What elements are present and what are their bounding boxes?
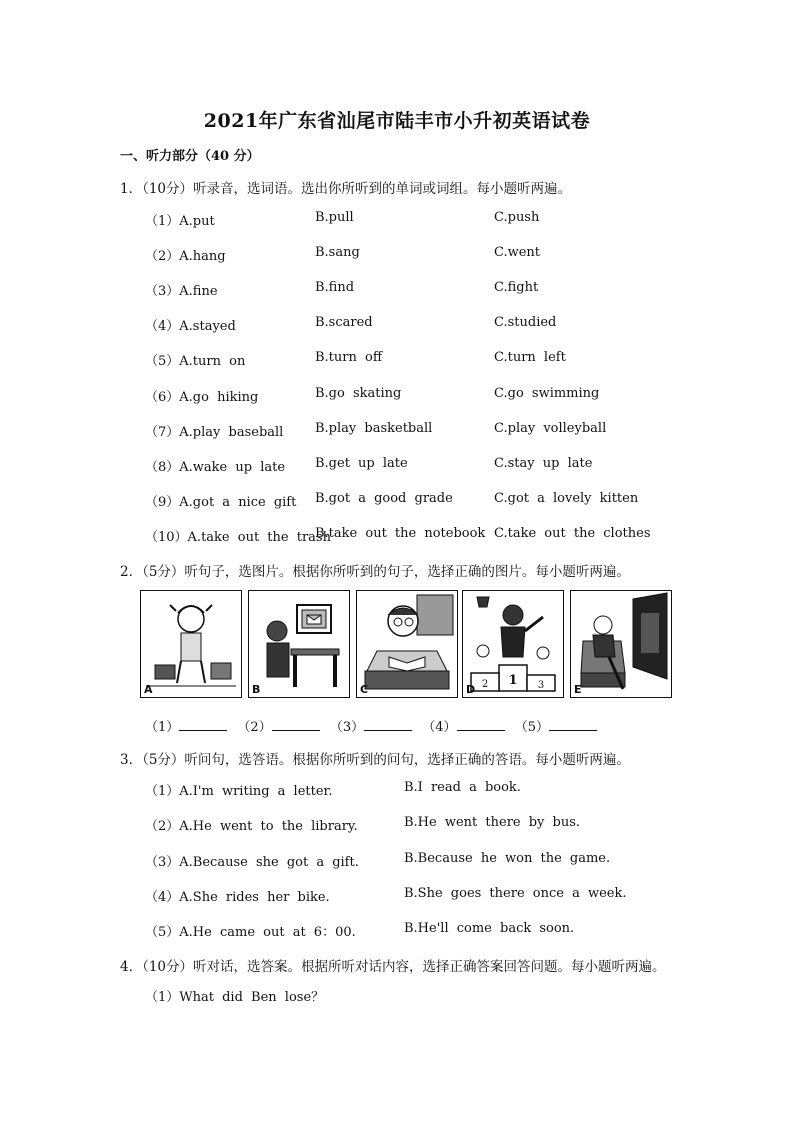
blank-item: （1） bbox=[145, 716, 229, 735]
answer-blank[interactable] bbox=[179, 720, 227, 731]
picture-c[interactable] bbox=[356, 590, 458, 698]
picture-label: A bbox=[144, 683, 153, 696]
q4-first-question: （1）What did Ben lose？ bbox=[145, 990, 325, 1005]
answer-blank[interactable] bbox=[457, 720, 505, 731]
boy-reading-icon bbox=[357, 591, 457, 697]
option-a[interactable]: （9）A.got a nice gift bbox=[145, 495, 297, 510]
q4-stem: 4．（10分）听对话，选答案。根据所听对话内容，选择正确答案回答问题。每小题听两遍。 bbox=[120, 959, 666, 975]
answer-blank[interactable] bbox=[549, 720, 597, 731]
option-b[interactable]: B.got a good grade bbox=[315, 491, 453, 506]
option-a[interactable]: （8）A.wake up late bbox=[145, 460, 286, 475]
picture-label: C bbox=[360, 683, 369, 696]
option-a[interactable]: （2）A.He went to the library. bbox=[145, 819, 358, 834]
answer-blank[interactable] bbox=[364, 720, 412, 731]
picture-d[interactable] bbox=[462, 590, 564, 698]
person-watching-tv-icon bbox=[571, 591, 671, 697]
picture-e[interactable] bbox=[570, 590, 672, 698]
option-c[interactable]: C.got a lovely kitten bbox=[494, 491, 639, 506]
option-c[interactable]: C.push bbox=[494, 210, 540, 225]
q2-answer-blanks bbox=[145, 716, 603, 735]
option-a[interactable]: （6）A.go hiking bbox=[145, 390, 259, 405]
option-c[interactable]: C.turn left bbox=[494, 350, 566, 365]
option-c[interactable]: C.studied bbox=[494, 315, 557, 330]
picture-label: E bbox=[574, 683, 582, 696]
picture-label: B bbox=[252, 683, 261, 696]
option-a[interactable]: （7）A.play baseball bbox=[145, 425, 284, 440]
option-a[interactable]: （4）A.She rides her bike. bbox=[145, 890, 330, 905]
option-c[interactable]: C.take out the clothes bbox=[494, 526, 651, 541]
option-c[interactable]: C.fight bbox=[494, 280, 539, 295]
option-c[interactable]: C.stay up late bbox=[494, 456, 593, 471]
option-c[interactable]: C.go swimming bbox=[494, 386, 600, 401]
option-b[interactable]: B.go skating bbox=[315, 386, 402, 401]
option-b[interactable]: B.He went there by bus. bbox=[404, 815, 581, 830]
girl-with-baskets-icon bbox=[141, 591, 241, 697]
option-c[interactable]: C.went bbox=[494, 245, 541, 260]
svg-text:2: 2 bbox=[481, 679, 489, 690]
option-b[interactable]: B.take out the notebook bbox=[315, 526, 486, 541]
option-b[interactable]: B.I read a book. bbox=[404, 780, 521, 795]
girl-at-computer-icon bbox=[249, 591, 349, 697]
option-a[interactable]: （5）A.turn on bbox=[145, 354, 246, 369]
option-b[interactable]: B.find bbox=[315, 280, 355, 295]
svg-text:3: 3 bbox=[537, 680, 545, 691]
option-b[interactable]: B.Because he won the game. bbox=[404, 851, 611, 866]
blank-item: （4） bbox=[422, 716, 506, 735]
option-b[interactable]: B.turn off bbox=[315, 350, 383, 365]
option-a[interactable]: （2）A.hang bbox=[145, 249, 226, 264]
picture-label: D bbox=[466, 683, 476, 696]
option-a[interactable]: （3）A.Because she got a gift. bbox=[145, 855, 359, 870]
option-b[interactable]: B.He'll come back soon. bbox=[404, 921, 575, 936]
blank-item: （5） bbox=[515, 716, 599, 735]
option-a[interactable]: （4）A.stayed bbox=[145, 319, 236, 334]
option-a[interactable]: （1）A.I'm writing a letter. bbox=[145, 784, 333, 799]
picture-b[interactable] bbox=[248, 590, 350, 698]
section-heading: 一、听力部分（40 分） bbox=[120, 149, 260, 164]
q2-stem: 2．（5分）听句子，选图片。根据你所听到的句子，选择正确的图片。每小题听两遍。 bbox=[120, 564, 630, 580]
answer-blank[interactable] bbox=[272, 720, 320, 731]
q3-stem: 3．（5分）听问句，选答语。根据你所听到的问句，选择正确的答语。每小题听两遍。 bbox=[120, 752, 630, 768]
option-a[interactable]: （1）A.put bbox=[145, 214, 215, 229]
option-a[interactable]: （10）A.take out the trash bbox=[145, 530, 331, 545]
option-a[interactable]: （5）A.He came out at 6：00. bbox=[145, 925, 356, 940]
option-b[interactable]: B.She goes there once a week. bbox=[404, 886, 627, 901]
blank-item: （2） bbox=[237, 716, 321, 735]
podium-winner-icon bbox=[463, 591, 563, 697]
option-b[interactable]: B.sang bbox=[315, 245, 360, 260]
option-a[interactable]: （3）A.fine bbox=[145, 284, 218, 299]
option-b[interactable]: B.pull bbox=[315, 210, 354, 225]
blank-item: （3） bbox=[330, 716, 414, 735]
option-b[interactable]: B.get up late bbox=[315, 456, 408, 471]
q1-stem: 1．（10分）听录音，选词语。选出你所听到的单词或词组。每小题听两遍。 bbox=[120, 181, 572, 197]
svg-text:1: 1 bbox=[508, 673, 518, 688]
option-b[interactable]: B.scared bbox=[315, 315, 373, 330]
option-b[interactable]: B.play basketball bbox=[315, 421, 433, 436]
picture-a[interactable] bbox=[140, 590, 242, 698]
page-title: 2021年广东省汕尾市陆丰市小升初英语试卷 bbox=[203, 110, 591, 132]
option-c[interactable]: C.play volleyball bbox=[494, 421, 607, 436]
